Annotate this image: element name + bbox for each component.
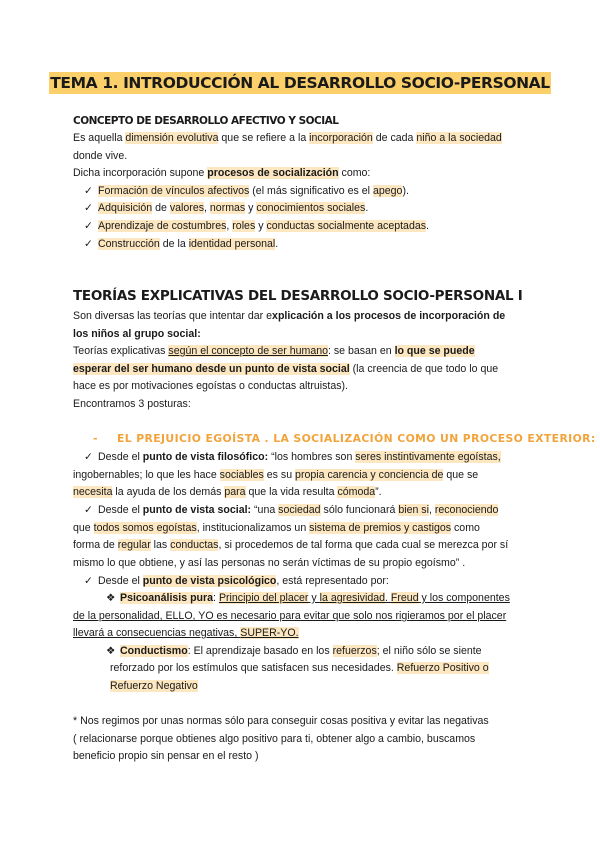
list-item	[84, 449, 501, 467]
paragraph-line	[73, 130, 502, 148]
text-run: punto de vista filosófico:	[142, 451, 269, 463]
text-run: .	[365, 202, 369, 214]
text-run: ,	[428, 504, 435, 516]
page-title	[0, 74, 600, 92]
text-run: identidad personal	[188, 238, 276, 250]
paragraph-line	[73, 537, 508, 555]
paragraph-line	[73, 520, 480, 538]
text-run: reconociendo	[434, 504, 499, 516]
text-run: : se basan en	[328, 345, 395, 357]
paragraph-line	[110, 678, 198, 696]
paragraph-line: donde vive.	[73, 150, 128, 162]
text-run: Psicoanálisis pura	[120, 592, 214, 604]
text-run: esperar del ser humano desde un punto de vista social	[73, 363, 350, 375]
text-run: Dicha incorporación supone	[73, 167, 208, 179]
text-run: propia carencia y conciencia de	[295, 469, 444, 481]
text-run: apego	[372, 185, 403, 197]
text-run: .	[426, 220, 429, 232]
text-run: normas	[209, 202, 246, 214]
text-run: bien si	[398, 504, 429, 516]
paragraph-line: los niños al grupo social:	[73, 328, 201, 340]
text-run: punto de vista psicológico	[142, 575, 277, 587]
text-run: como	[451, 522, 480, 534]
list-item	[84, 236, 278, 254]
text-run: que se refiere a la	[218, 132, 310, 144]
list-item	[84, 573, 389, 591]
text-run: , está representado por:	[276, 575, 389, 587]
text-run: “los hombres son	[268, 451, 356, 463]
text-run: Formación de vínculos afectivos	[98, 185, 250, 197]
text-run: llevará a consecuencias negativas,	[73, 627, 241, 639]
text-run: Teorías explicativas	[73, 345, 169, 357]
text-run: Conductismo	[120, 645, 188, 657]
footnote-line: beneficio propio sin pensar en el resto )	[73, 750, 259, 762]
text-run: SUPER-YO.	[240, 627, 299, 639]
text-run: Desde el	[98, 451, 143, 463]
check-icon: ✓	[84, 220, 93, 232]
text-run: roles	[232, 220, 256, 232]
title-text: TEMA 1. INTRODUCCIÓN AL DESARROLLO SOCIO-PERSONAL	[50, 74, 550, 92]
check-icon: ✓	[84, 202, 93, 214]
text-run: reforzado por los estímulos que satisfacen sus necesidades.	[110, 662, 397, 674]
text-run: sociables	[219, 469, 264, 481]
check-icon: ✓	[84, 504, 93, 516]
text-run: : El aprendizaje basado en los	[187, 645, 333, 657]
list-item	[84, 200, 368, 218]
list-item	[84, 218, 429, 236]
text-run: , si procedemos de tal forma que cada cual se merezca por sí	[218, 539, 509, 551]
text-run: Desde el	[98, 575, 143, 587]
text-run: de cada	[372, 132, 417, 144]
text-run: Principio del placer	[218, 592, 309, 604]
text-run: Refuerzo Negativo	[110, 680, 198, 692]
text-run: Freud	[390, 592, 419, 604]
text-run: “una	[251, 504, 279, 516]
text-run: refuerzos	[332, 645, 377, 657]
text-run: lo que se puede	[394, 345, 475, 357]
text-run: cómoda	[337, 486, 376, 498]
text-run: valores	[169, 202, 205, 214]
text-run: (la creencia de que todo lo que	[349, 363, 499, 375]
text-run: Son diversas las teorías que intentar dar e	[73, 310, 273, 322]
text-run: ; el niño sólo se siente	[376, 645, 482, 657]
diamond-icon: ❖	[106, 645, 116, 657]
check-icon: ✓	[84, 238, 93, 250]
text-run: (el más significativo es el	[249, 185, 373, 197]
text-run: seres instintivamente egoístas,	[355, 451, 501, 463]
text-run: sistema de premios y castigos	[309, 522, 452, 534]
text-run: es su	[263, 469, 296, 481]
text-run: para	[224, 486, 246, 498]
text-run: necesita	[73, 486, 113, 498]
text-run: regular	[117, 539, 151, 551]
text-run: que la vida resulta	[245, 486, 338, 498]
text-run: Aprendizaje de	[98, 220, 172, 232]
section-heading-teorias: TEORÍAS EXPLICATIVAS DEL DESARROLLO SOCIO-PERSONAL I	[73, 288, 523, 304]
text-run: y	[245, 202, 257, 214]
section-heading-concepto: CONCEPTO DE DESARROLLO AFECTIVO Y SOCIAL	[73, 115, 339, 127]
text-run: ,	[226, 220, 233, 232]
list-item	[106, 590, 510, 608]
check-icon: ✓	[84, 451, 93, 463]
paragraph-line: Encontramos 3 posturas:	[73, 398, 191, 410]
text-run: Adquisición	[98, 202, 153, 214]
paragraph-line: hace es por motivaciones egoístas o conductas altruistas).	[73, 380, 348, 392]
text-run: según el concepto de ser humano	[168, 345, 328, 357]
list-item	[84, 183, 409, 201]
text-run: Desde el	[98, 504, 143, 516]
text-run: xplicación a los procesos de incorporación de	[272, 310, 506, 322]
paragraph-line	[73, 361, 498, 379]
text-run: de	[152, 202, 170, 214]
text-run: costumbres	[171, 220, 227, 232]
footnote-line: * Nos regimos por unas normas sólo para conseguir cosas positiva y evitar las negativas	[73, 715, 489, 727]
list-item	[84, 502, 498, 520]
text-run: Es aquella	[73, 132, 126, 144]
text-run: que se	[443, 469, 479, 481]
text-run: .	[385, 592, 391, 604]
paragraph-line: mismo lo que obtiene, y así las personas no serán víctimas de su propio egoísmo” .	[73, 557, 466, 569]
text-run: niño a la sociedad	[416, 132, 502, 144]
paragraph-line: de la personalidad, ELLO, YO es necesario para evitar que solo nos rigieramos por el placer	[73, 610, 507, 622]
text-run: .	[275, 238, 279, 250]
paragraph-line	[73, 484, 382, 502]
check-icon: ✓	[84, 575, 93, 587]
text-run: y los componentes	[418, 592, 510, 604]
paragraph-line	[73, 343, 475, 361]
text-run: :	[213, 592, 219, 604]
diamond-icon: ❖	[106, 592, 116, 604]
text-run: procesos de socialización	[207, 167, 339, 179]
text-run: y	[255, 220, 267, 232]
text-run: ,	[204, 202, 210, 214]
paragraph-line	[73, 467, 478, 485]
text-run: que	[73, 522, 94, 534]
text-run: ).	[402, 185, 409, 197]
paragraph-line	[73, 165, 370, 183]
text-run: incorporación	[309, 132, 373, 144]
text-run: la ayuda de los demás	[112, 486, 225, 498]
subheading-prejuicio-egoista	[93, 432, 596, 445]
text-run: conductas	[170, 539, 219, 551]
text-run: como:	[338, 167, 371, 179]
paragraph-line	[73, 625, 299, 643]
text-run: forma de	[73, 539, 118, 551]
footnote-line: ( relacionarse porque obtienes algo positivo para ti, obtener algo a cambio, buscamos	[73, 733, 476, 745]
list-item	[106, 643, 482, 661]
text-run: sociedad	[278, 504, 321, 516]
text-run: todos somos egoístas	[93, 522, 197, 534]
text-run: de la	[159, 238, 189, 250]
text-run: las	[150, 539, 171, 551]
text-run: dimensión evolutiva	[125, 132, 219, 144]
text-run: punto de vista social:	[142, 504, 252, 516]
text-run: conductas socialmente aceptadas	[266, 220, 427, 232]
paragraph-line	[110, 660, 489, 678]
text-run: la agresividad	[319, 592, 386, 604]
text-run: EL PREJUICIO EGOÍSTA . LA SOCIALIZACIÓN COMO UN PROCESO EXTERIOR:	[117, 432, 596, 445]
text-run: Construcción	[98, 238, 160, 250]
paragraph-line	[73, 308, 505, 326]
text-run: Refuerzo Positivo o	[396, 662, 489, 674]
text-run: , institucionalizamos un	[196, 522, 310, 534]
dash-icon: -	[93, 432, 98, 445]
text-run: sólo funcionará	[320, 504, 399, 516]
check-icon: ✓	[84, 185, 93, 197]
text-run: ingobernables; lo que les hace	[73, 469, 220, 481]
text-run: ”.	[375, 486, 382, 498]
text-run: conocimientos sociales	[256, 202, 366, 214]
text-run: y	[308, 592, 320, 604]
